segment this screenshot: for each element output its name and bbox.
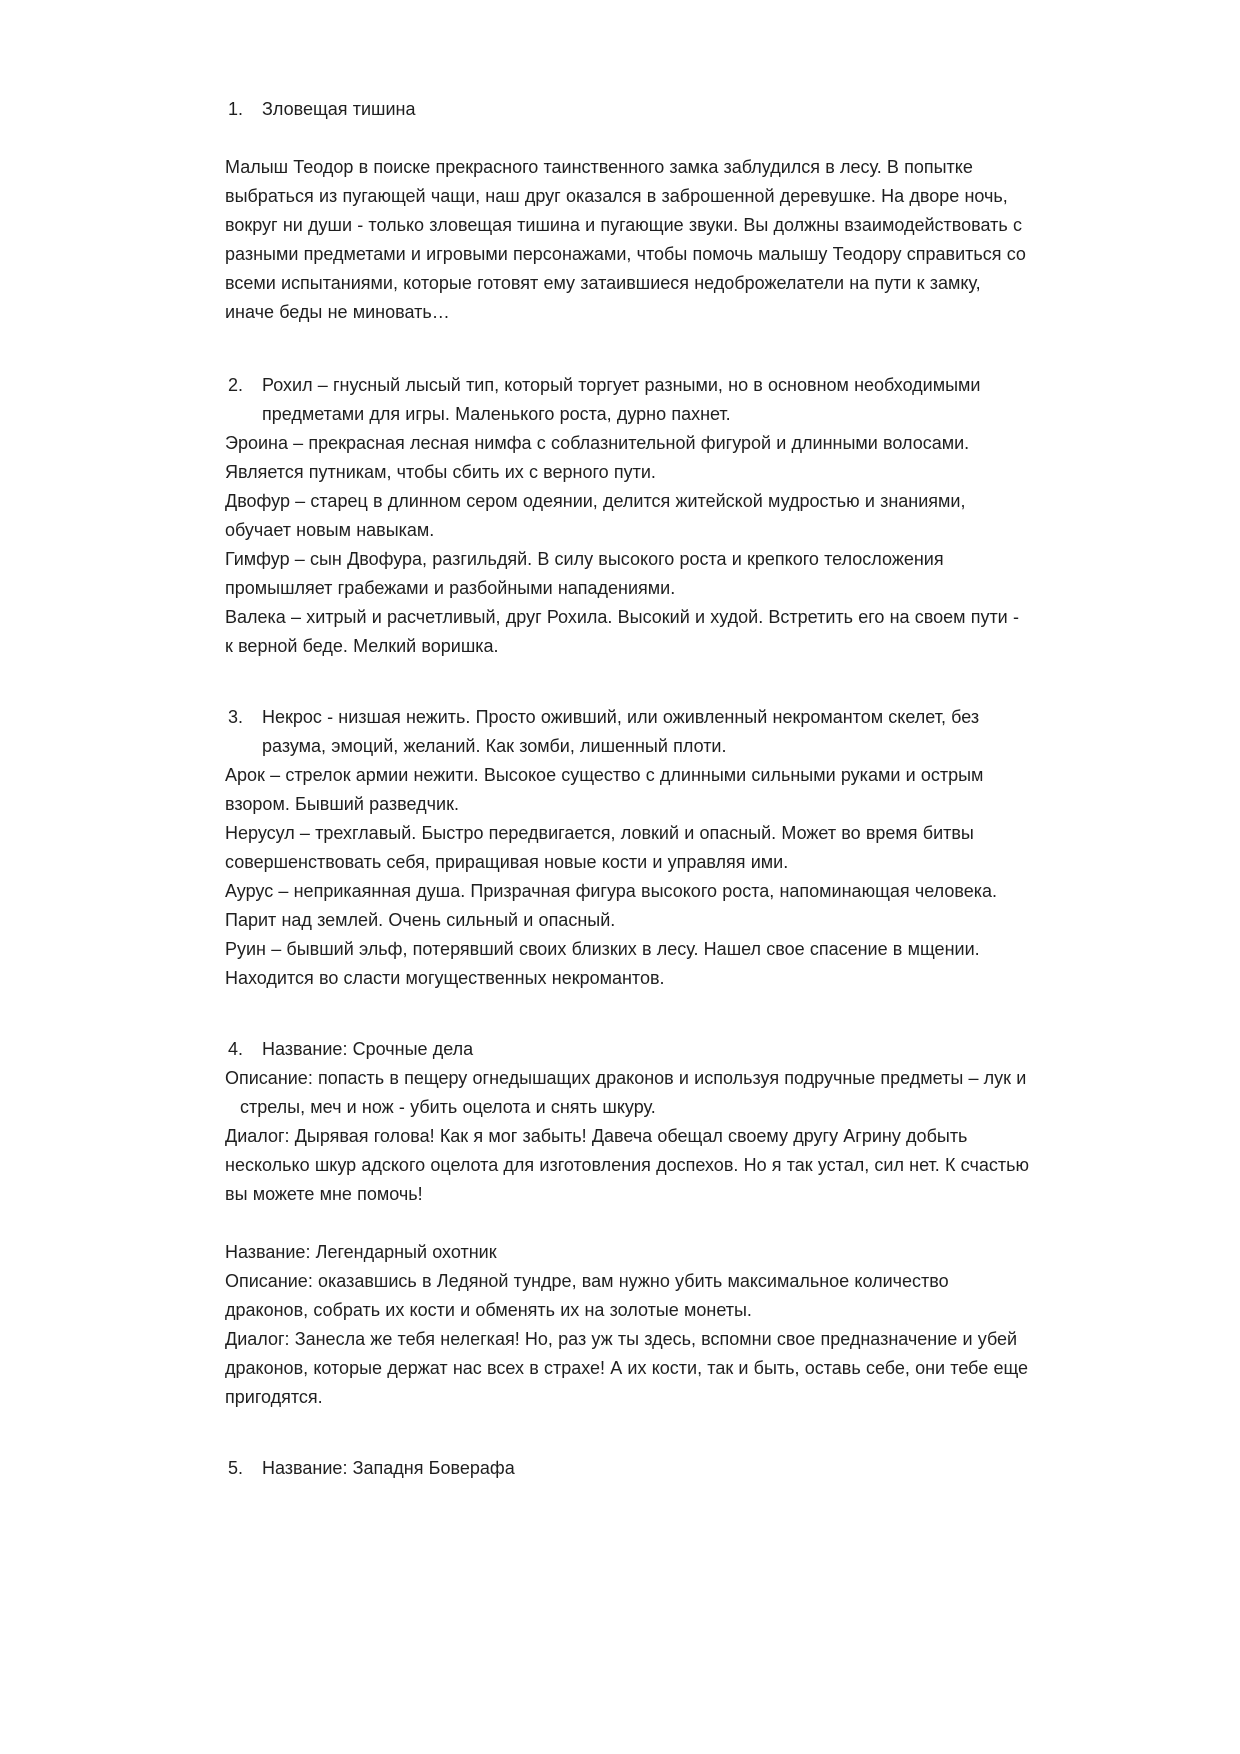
list-text: Название: Срочные дела	[262, 1039, 474, 1059]
spacer	[225, 993, 1030, 1035]
list-item	[225, 703, 1030, 761]
paragraph: Гимфур – сын Двофура, разгильдяй. В силу высокого роста и крепкого телосложения промышляет грабежами и разбойными нападениями.	[225, 549, 944, 598]
list-number: 2.	[228, 375, 244, 395]
paragraph: Нерусул – трехглавый. Быстро передвигается, ловкий и опасный. Может во время битвы совершенствовать себя, приращивая новые кости и управляя ими.	[225, 823, 974, 872]
list-number: 4.	[228, 1039, 244, 1059]
paragraph: Малыш Теодор в поиске прекрасного таинственного замка заблудился в лесу. В попытке выбраться из пугающей чащи, наш друг оказался в заброшенной деревушке. На дворе ночь, вокруг ни души - только зловещая тишина и пугающие звуки. Вы должны взаимодействовать с разными предметами и игровыми персонажами, чтобы помочь малышу Теодору справиться со всеми испытаниями, которые готовят ему затаившиеся недоброжелатели на пути к замку, иначе беды не миновать…	[225, 157, 1026, 322]
paragraph: Диалог: Дырявая голова! Как я мог забыть! Давеча обещал своему другу Агрину добыть несколько шкур адского оцелота для изготовления доспехов. Но я так устал, сил нет. К счастью вы можете мне помочь!	[225, 1126, 1029, 1204]
paragraph: Описание: оказавшись в Ледяной тундре, вам нужно убить максимальное количество драконов, собрать их кости и обменять их на золотые монеты.	[225, 1271, 949, 1320]
list-item	[225, 95, 1030, 124]
list-number: 5.	[228, 1458, 244, 1478]
paragraph: Валека – хитрый и расчетливый, друг Рохила. Высокий и худой. Встретить его на своем пути - к верной беде. Мелкий воришка.	[225, 607, 1019, 656]
paragraph: Двофур – старец в длинном сером одеянии, делится житейской мудростью и знаниями, обучает новым навыкам.	[225, 491, 966, 540]
paragraph: Эроина – прекрасная лесная нимфа с соблазнительной фигурой и длинными волосами. Является путникам, чтобы сбить их с верного пути.	[225, 433, 970, 482]
list-item	[225, 1454, 1030, 1483]
list-item	[225, 371, 1030, 429]
paragraph: Название: Легендарный охотник	[225, 1242, 497, 1262]
spacer	[225, 1412, 1030, 1454]
paragraph: Описание: попасть в пещеру огнедышащих драконов и используя подручные предметы – лук и стрелы, меч и нож - убить оцелота и снять шкуру.	[225, 1068, 1027, 1117]
spacer	[225, 661, 1030, 703]
list-text: Рохил – гнусный лысый тип, который торгует разными, но в основном необходимыми предметами для игры. Маленького роста, дурно пахнет.	[262, 375, 981, 424]
list-text: Название: Западня Боверафа	[262, 1458, 515, 1478]
document-body	[225, 95, 1030, 1483]
paragraph: Руин – бывший эльф, потерявший своих близких в лесу. Нашел свое спасение в мщении. Находится во сласти могущественных некромантов.	[225, 939, 980, 988]
list-item	[225, 1035, 1030, 1064]
spacer	[225, 124, 1030, 153]
paragraph: Диалог: Занесла же тебя нелегкая! Но, раз уж ты здесь, вспомни свое предназначение и убей драконов, которые держат нас всех в страхе! А их кости, так и быть, оставь себе, они тебе еще пригодятся.	[225, 1329, 1029, 1407]
list-number: 1.	[228, 99, 244, 119]
paragraph: Аурус – неприкаянная душа. Призрачная фигура высокого роста, напоминающая человека. Парит над землей. Очень сильный и опасный.	[225, 881, 997, 930]
list-text: Зловещая тишина	[262, 99, 416, 119]
spacer	[225, 327, 1030, 371]
list-text: Некрос - низшая нежить. Просто оживший, или оживленный некромантом скелет, без разума, эмоций, желаний. Как зомби, лишенный плоти.	[262, 707, 980, 756]
list-number: 3.	[228, 707, 244, 727]
paragraph: Арок – стрелок армии нежити. Высокое существо с длинными сильными руками и острым взором. Бывший разведчик.	[225, 765, 984, 814]
spacer	[225, 1209, 1030, 1238]
